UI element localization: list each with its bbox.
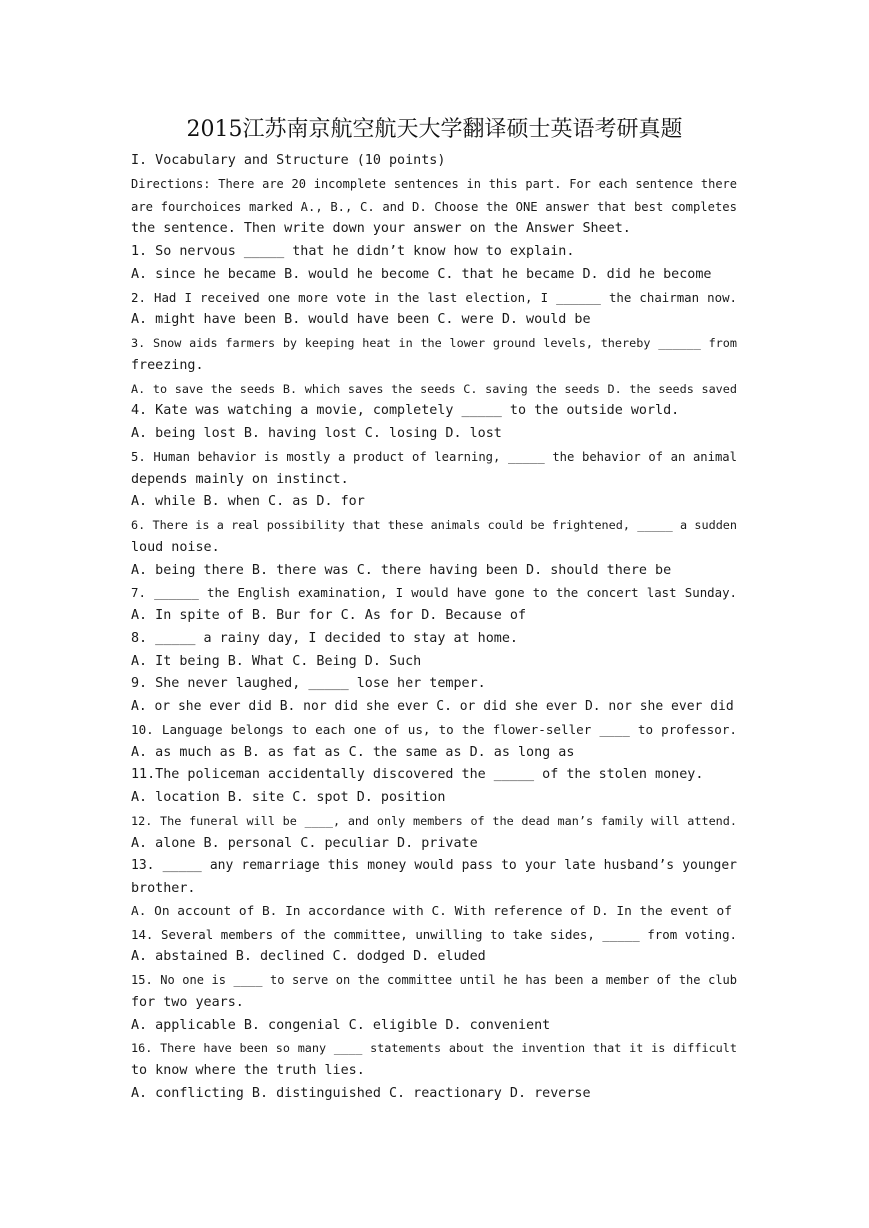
question-2: 2. Had I received one more vote in the last election, I ______ the chairman now. (131, 289, 737, 305)
section-heading: I. Vocabulary and Structure (10 points) (131, 153, 446, 168)
question-1: 1. So nervous _____ that he didn’t know how to explain. (131, 244, 575, 259)
options-5: A. while B. when C. as D. for (131, 494, 365, 510)
options-16: A. conflicting B. distinguished C. reactionary D. reverse (131, 1085, 591, 1101)
question-6-cont: loud noise. (131, 539, 220, 555)
options-13: A. On account of B. In accordance with C. With reference of D. In the event of (131, 903, 732, 919)
question-5-cont: depends mainly on instinct. (131, 471, 349, 487)
options-14: A. abstained B. declined C. dodged D. eluded (131, 949, 486, 965)
options-1: A. since he became B. would he become C. that he became D. did he become (131, 266, 712, 282)
directions-line: are fourchoices marked A., B., C. and D. Choose the ONE answer that best completes (131, 199, 737, 214)
options-8: A. It being B. What C. Being D. Such (131, 653, 422, 669)
question-8: 8. _____ a rainy day, I decided to stay at home. (131, 630, 518, 646)
options-12: A. alone B. personal C. peculiar D. private (131, 835, 478, 851)
question-10: 10. Language belongs to each one of us, to the flower-seller ____ to professor. (131, 721, 737, 737)
question-3-cont: freezing. (131, 357, 204, 373)
question-7: 7. ______ the English examination, I would have gone to the concert last Sunday. (131, 585, 737, 601)
options-4: A. being lost B. having lost C. losing D. lost (131, 426, 502, 441)
question-3: 3. Snow aids farmers by keeping heat in the lower ground levels, thereby ______ from (131, 336, 737, 350)
directions-line: Directions: There are 20 incomplete sentences in this part. For each sentence there (131, 176, 737, 191)
question-6: 6. There is a real possibility that these animals could be frightened, _____ a sudden (131, 518, 737, 532)
directions-line: the sentence. Then write down your answer on the Answer Sheet. (131, 221, 631, 237)
document-body (131, 150, 737, 1106)
question-16-cont: to know where the truth lies. (131, 1063, 365, 1078)
options-11: A. location B. site C. spot D. position (131, 790, 446, 805)
question-9: 9. She never laughed, _____ lose her temper. (131, 676, 486, 692)
options-6: A. being there B. there was C. there having been D. should there be (131, 562, 672, 578)
question-14: 14. Several members of the committee, unwilling to take sides, _____ from voting. (131, 926, 737, 942)
options-9: A. or she ever did B. nor did she ever C. or did she ever D. nor she ever did (131, 699, 734, 714)
question-13: 13. _____ any remarriage this money would pass to your late husband’s younger (131, 858, 737, 874)
question-16: 16. There have been so many ____ statements about the invention that it is difficult (131, 1041, 737, 1056)
options-3: A. to save the seeds B. which saves the seeds C. saving the seeds D. the seeds saved (131, 381, 737, 396)
question-5: 5. Human behavior is mostly a product of learning, _____ the behavior of an animal (131, 449, 737, 464)
document-title: 2015江苏南京航空航天大学翻译硕士英语考研真题 (186, 117, 683, 142)
options-2: A. might have been B. would have been C. were D. would be (131, 312, 591, 328)
options-15: A. applicable B. congenial C. eligible D. convenient (131, 1017, 551, 1033)
options-7: A. In spite of B. Bur for C. As for D. Because of (131, 608, 527, 623)
question-12: 12. The funeral will be ____, and only members of the dead man’s family will attend. (131, 813, 737, 828)
question-15-cont: for two years. (131, 994, 244, 1010)
question-11: 11.The policeman accidentally discovered the _____ of the stolen money. (131, 767, 704, 783)
options-10: A. as much as B. as fat as C. the same as D. as long as (131, 744, 575, 760)
question-15: 15. No one is ____ to serve on the committee until he has been a member of the club (131, 973, 737, 987)
question-4: 4. Kate was watching a movie, completely _____ to the outside world. (131, 403, 680, 419)
question-13-cont: brother. (131, 881, 196, 896)
